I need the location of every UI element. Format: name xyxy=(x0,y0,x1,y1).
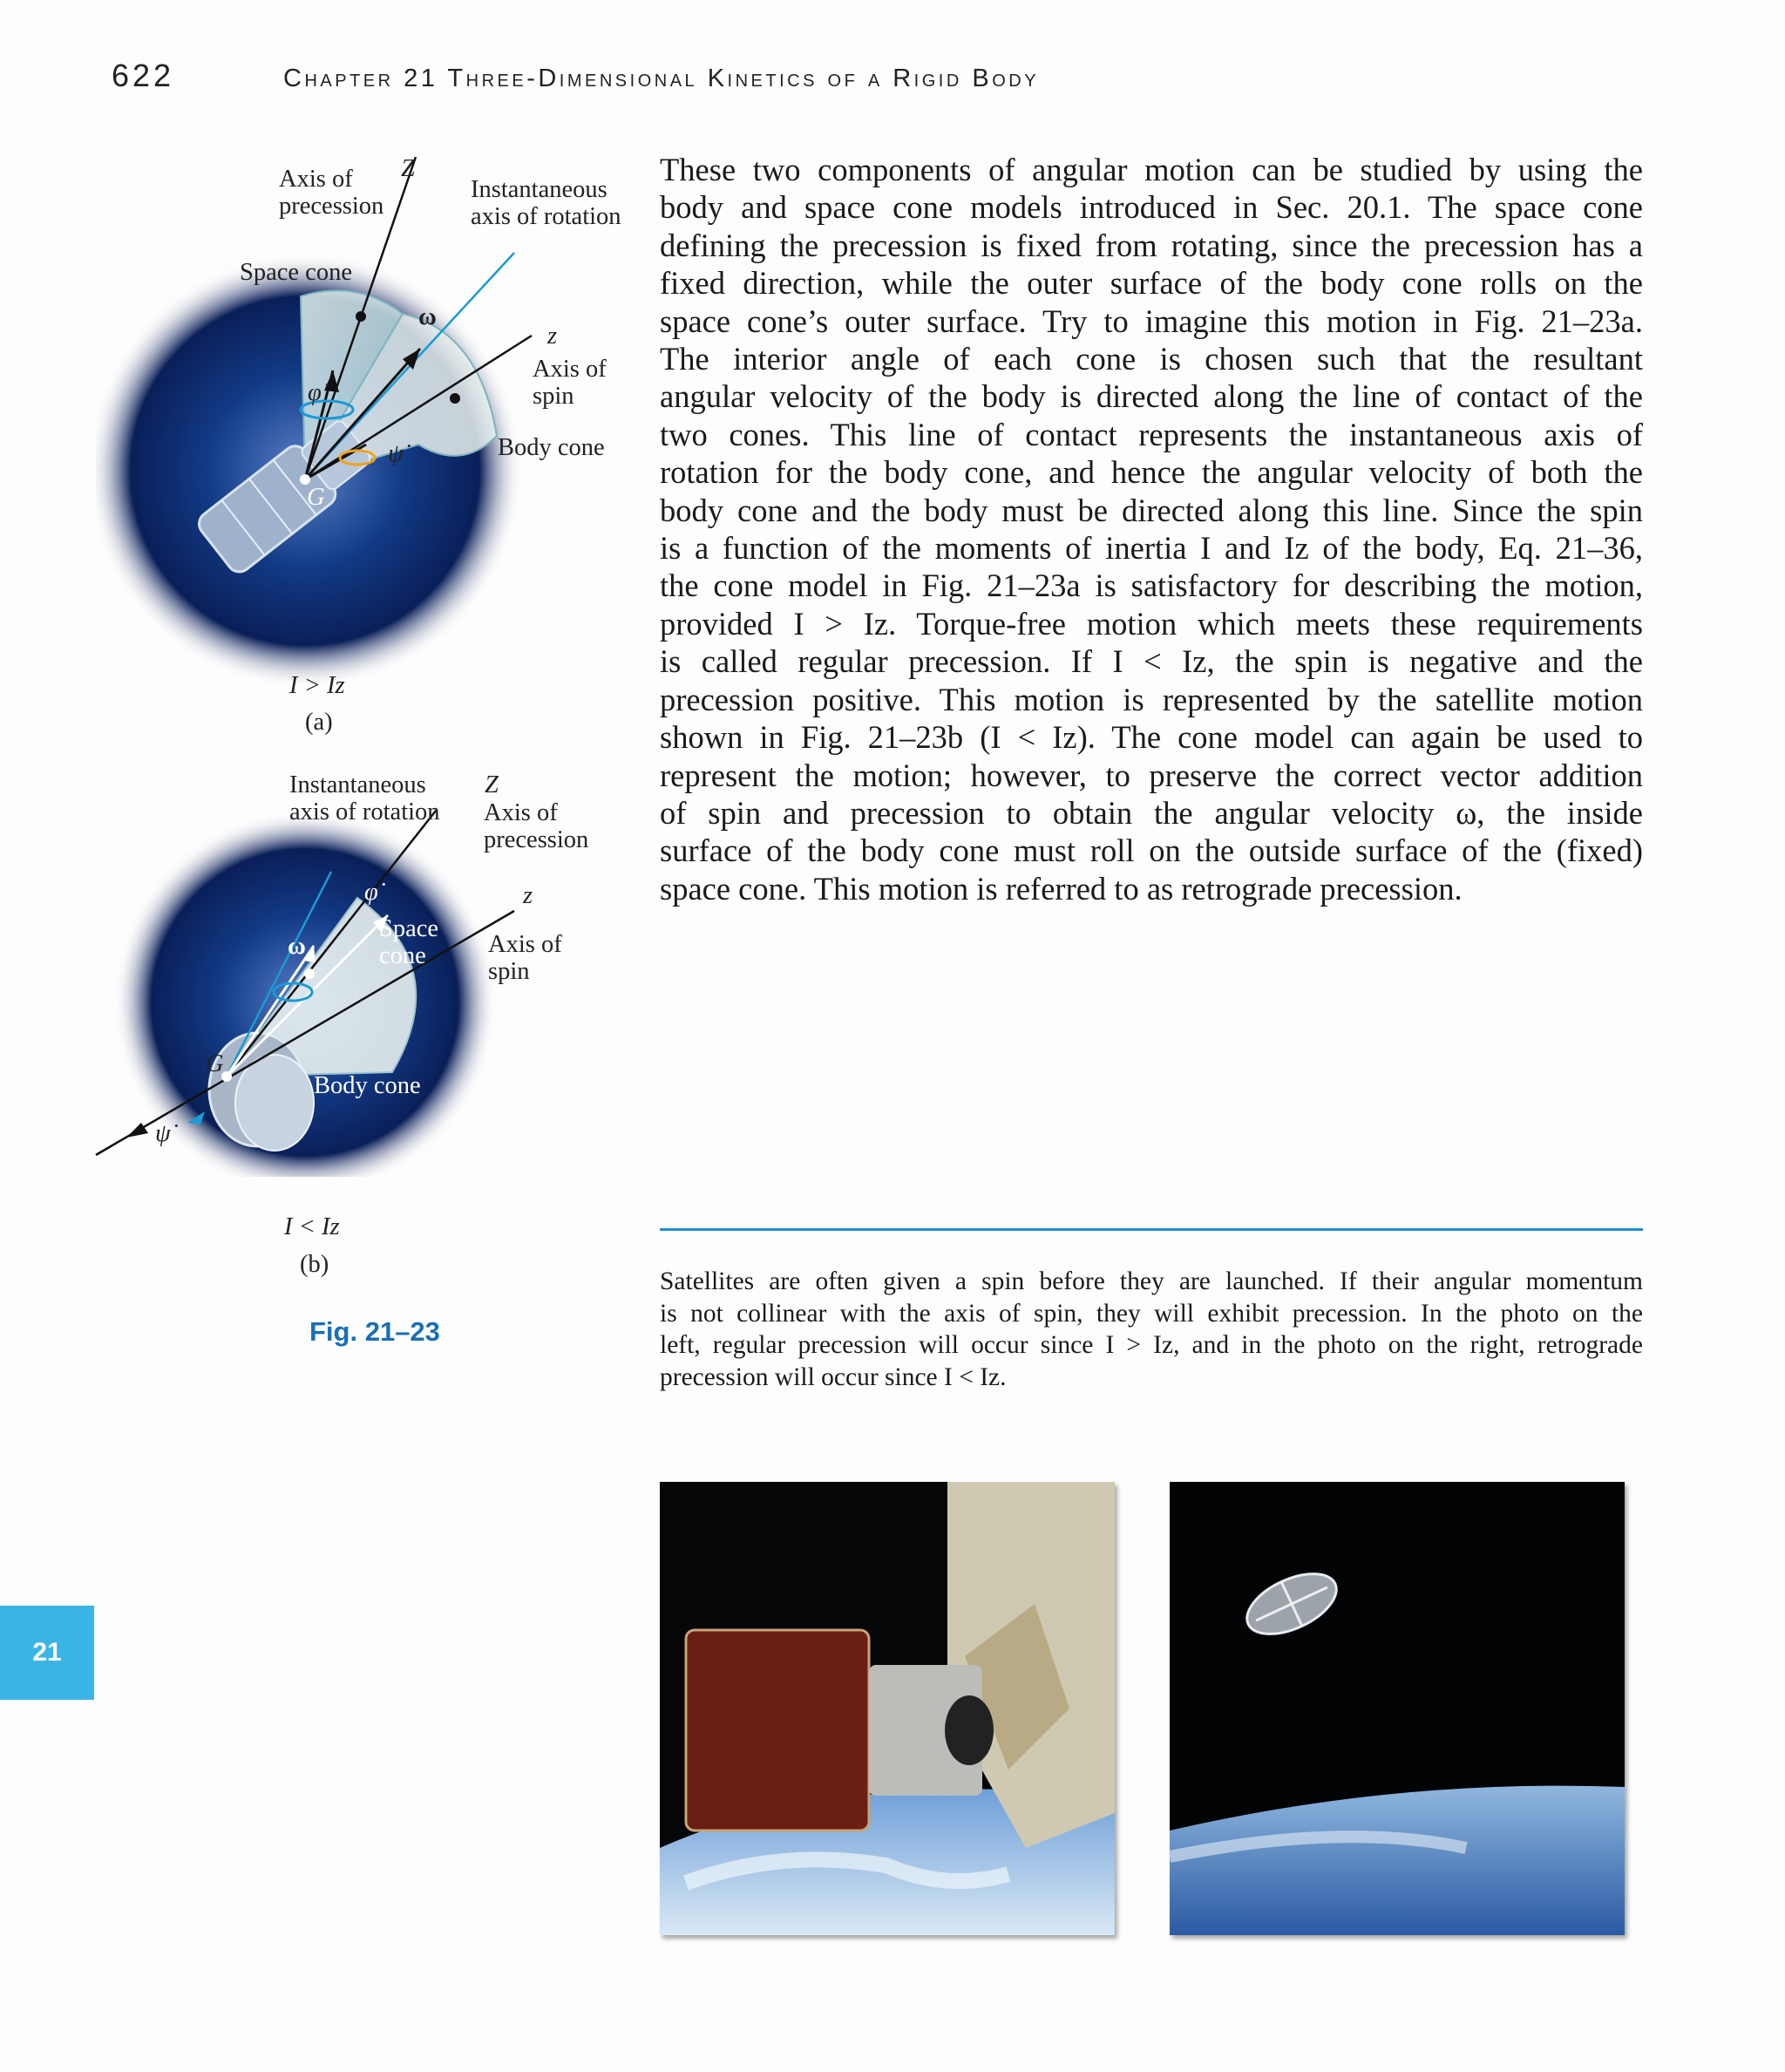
body-line: defining the precession is fixed from rotating, since the precession has a xyxy=(660,227,1643,263)
label-phi-dot-a: φ̇ xyxy=(308,379,322,406)
label-instantaneous-axis-a: Instantaneous axis of rotation xyxy=(471,176,621,230)
chapter-title: Chapter 21 Three-Dimensional Kinetics of a Rigid Body xyxy=(283,65,1040,92)
label-G-b: G xyxy=(206,1050,224,1077)
label-psi-dot-a: ψ̇ xyxy=(388,440,404,467)
body-line: two cones. This line of contact represents the instantaneous axis of xyxy=(660,416,1643,452)
label-omega-a: ω xyxy=(418,303,437,330)
body-line: the cone model in Fig. 21–23a is satisfactory for describing the motion, xyxy=(660,567,1643,604)
photo-retrograde-precession xyxy=(1170,1482,1625,1935)
body-line: represent the motion; however, to preserve the correct vector addition xyxy=(660,757,1643,793)
body-line: The interior angle of each cone is chosen such that the resultant xyxy=(660,341,1643,377)
body-line: body cone and the body must be directed along this line. Since the spin xyxy=(660,492,1643,528)
caption-line: left, regular precession will occur since I > Iz, and in the photo on the right, retrograde xyxy=(660,1331,1643,1359)
caption-line: precession will occur since I < Iz. xyxy=(660,1362,1007,1391)
body-line: fixed direction, while the outer surface of the body cone rolls on the xyxy=(660,265,1643,302)
caption-line: is not collinear with the axis of spin, they will exhibit precession. In the photo on the xyxy=(660,1299,1643,1328)
label-body-cone-b: Body cone xyxy=(314,1072,421,1099)
label-Z-a: Z xyxy=(401,155,415,182)
label-axis-of-spin-a: Axis of spin xyxy=(533,356,607,410)
label-space-cone-b: Space cone xyxy=(379,915,439,969)
body-line: space cone. This motion is referred to as retrograde precession. xyxy=(660,870,1463,907)
label-space-cone-a: Space cone xyxy=(240,259,352,286)
body-line: space cone’s outer surface. Try to imagine this motion in Fig. 21–23a. xyxy=(660,302,1643,339)
body-line: precession positive. This motion is represented by the satellite motion xyxy=(660,681,1643,717)
body-line: provided I > Iz. Torque-free motion which meets these requirements xyxy=(660,605,1643,642)
label-psi-dot-b: ψ̇ xyxy=(155,1120,171,1147)
condition-b: I < Iz xyxy=(284,1213,340,1240)
body-line: These two components of angular motion can be studied by using the xyxy=(660,152,1643,187)
body-line: is called regular precession. If I < Iz, the spin is negative and the xyxy=(660,643,1643,680)
figure-a xyxy=(96,157,654,750)
condition-a: I > Iz xyxy=(289,672,345,699)
body-paragraph xyxy=(660,151,1643,907)
body-line: of spin and precession to obtain the angular velocity ω, the inside xyxy=(660,794,1643,831)
label-Z-b: Z xyxy=(485,771,499,798)
body-line: is a function of the moments of inertia I and Iz of the body, Eq. 21–36, xyxy=(660,530,1643,567)
body-line: surface of the body cone must roll on the outside surface of the (fixed) xyxy=(660,832,1643,869)
figure-caption: Fig. 21–23 xyxy=(309,1316,440,1347)
page-number: 622 xyxy=(112,58,175,93)
caption-rule xyxy=(660,1228,1643,1231)
label-instantaneous-axis-b: Instantaneous axis of rotation xyxy=(289,771,440,825)
caption-line: Satellites are often given a spin before they are launched. If their angular momentum xyxy=(660,1267,1643,1295)
label-phi-dot-b: φ̇ xyxy=(364,879,378,906)
figure-b xyxy=(87,771,645,1278)
label-axis-of-precession-a: Axis of precession xyxy=(279,166,384,220)
sublabel-a: (a) xyxy=(305,709,333,736)
sublabel-b: (b) xyxy=(300,1251,329,1278)
label-omega-b: ω xyxy=(288,933,306,960)
label-z-a: z xyxy=(547,323,558,350)
chapter-tab: 21 xyxy=(0,1606,94,1700)
label-z-b: z xyxy=(523,882,533,909)
label-axis-of-precession-b: Axis of precession xyxy=(484,799,589,853)
photo-caption xyxy=(660,1266,1643,1393)
label-axis-of-spin-b: Axis of spin xyxy=(488,931,562,985)
label-G-a: G xyxy=(307,484,325,511)
label-body-cone-a: Body cone xyxy=(498,434,605,461)
body-line: body and space cone models introduced in Sec. 20.1. The space cone xyxy=(660,189,1643,226)
body-line: shown in Fig. 21–23b (I < Iz). The cone model can again be used to xyxy=(660,719,1643,756)
body-line: angular velocity of the body is directed along the line of contact of the xyxy=(660,378,1643,415)
body-line: rotation for the body cone, and hence the angular velocity of both the xyxy=(660,454,1643,491)
photo-regular-precession xyxy=(660,1482,1115,1935)
